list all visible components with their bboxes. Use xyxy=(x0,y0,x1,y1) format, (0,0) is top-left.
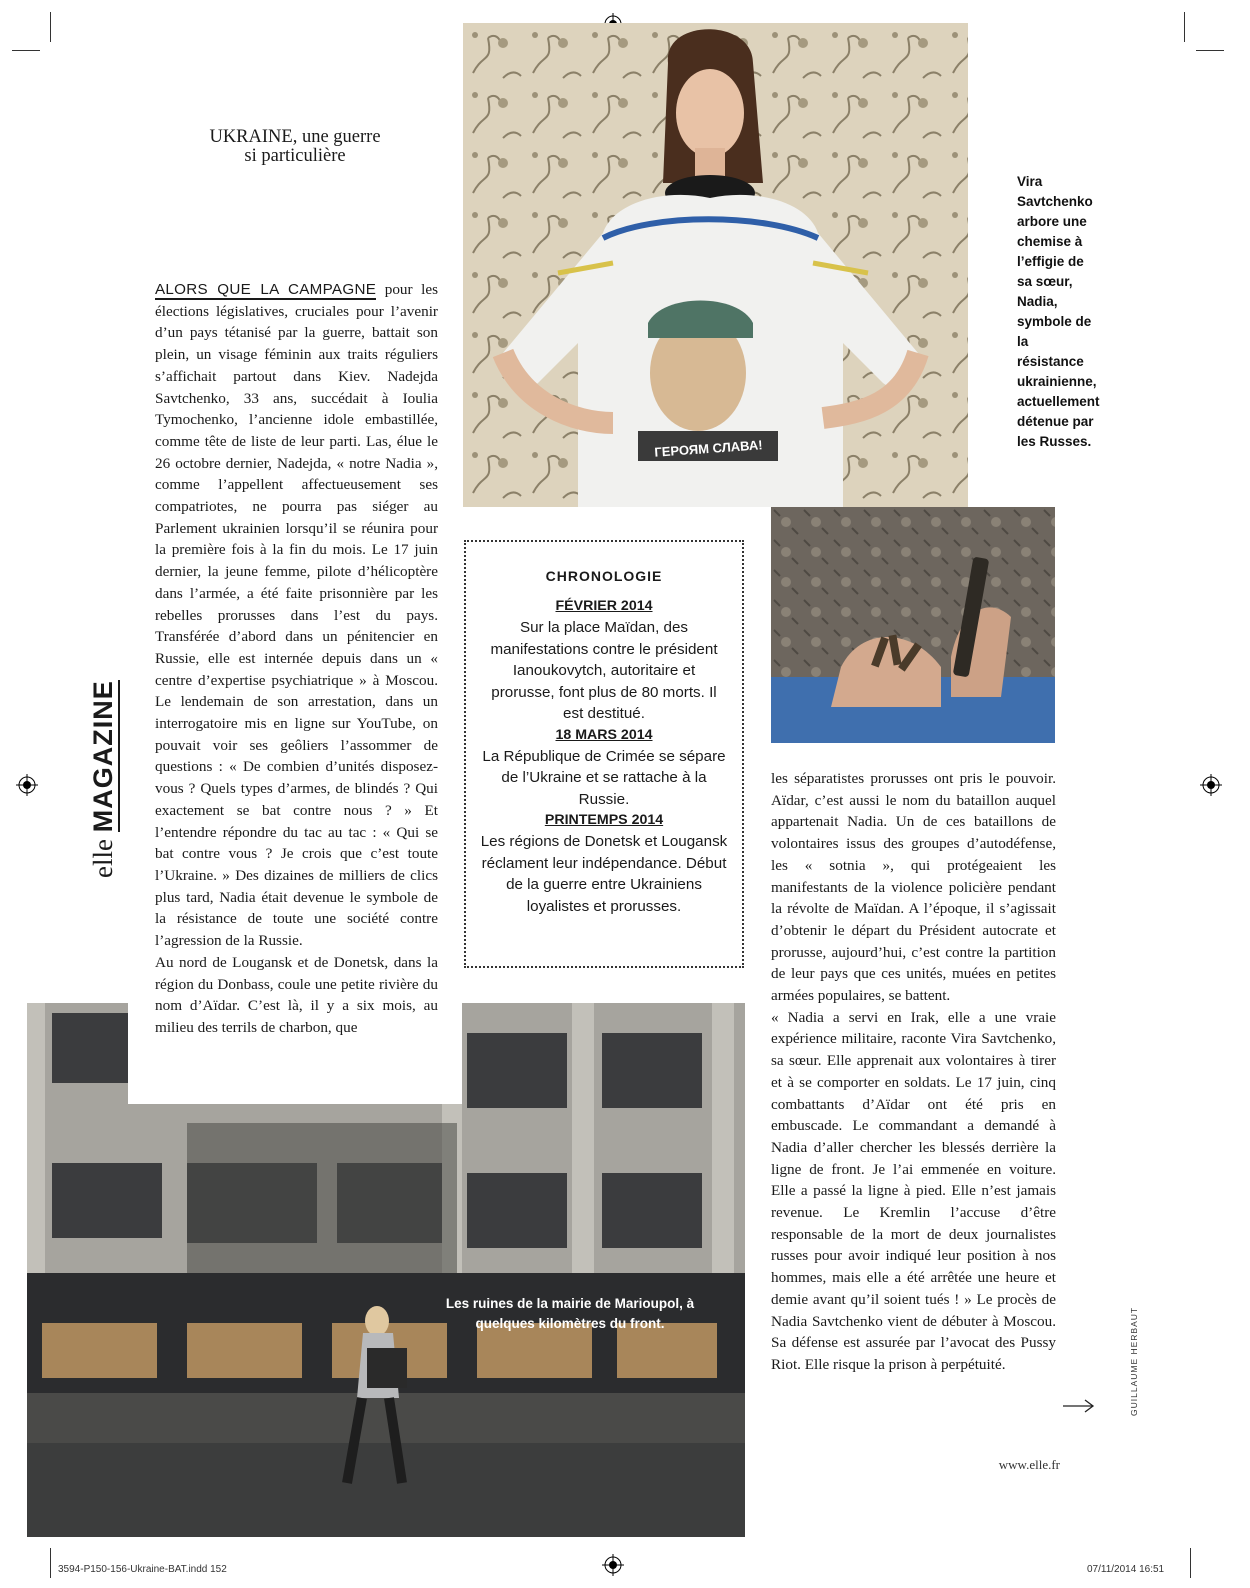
crop-mark xyxy=(1190,1548,1191,1578)
crop-mark xyxy=(1184,12,1185,42)
chronology-entry xyxy=(466,596,742,725)
kicker-line-1: UKRAINE, une guerre xyxy=(209,127,381,147)
print-date: 07/11/2014 16:51 xyxy=(1087,1564,1165,1575)
cartridges-illustration xyxy=(771,507,1055,743)
chronology-heading: CHRONOLOGIE xyxy=(545,568,663,584)
section-brand xyxy=(80,680,130,880)
chronology-text: Les régions de Donetsk et Lougansk réclament leur indépendance. Début de la guerre entre Ukrainiens loyalistes et prorusses. xyxy=(480,833,728,915)
shirt-slogan: ГЕРОЯМ СЛАВА! xyxy=(653,437,764,460)
print-slug: 3594-P150-156-Ukraine-BAT.indd 152 xyxy=(58,1564,227,1575)
portrait-illustration xyxy=(463,23,968,507)
article-paragraph: Au nord de Lougansk et de Donetsk, dans la région du Donbass, coule une petite rivière du nom d’Aïdar. C’est là, il y a six mois, au milieu des terrils de charbon, que xyxy=(155,953,438,1036)
chronology-entry xyxy=(466,810,742,917)
photo-credit-text: GUILLAUME HERBAUT xyxy=(1129,1306,1139,1416)
portrait-caption: Vira Savtchenko arbore une chemise à l’effigie de sa sœur, Nadia, symbole de la résistance ukrainienne, actuellement détenue par les Russes. xyxy=(1017,174,1100,449)
registration-mark-icon xyxy=(16,774,38,796)
street-caption: Les ruines de la mairie de Marioupol, à quelques kilomètres du front. xyxy=(445,1296,695,1331)
chronology-text: La République de Crimée se sépare de l’Ukraine et se rattache à la Russie. xyxy=(482,747,726,808)
article-text: pour les élections législatives, cruciales pour l’avenir d’un pays tétanisé par la guerre, battait son plein, un visage féminin aux traits réguliers s’affichait partout dans Kiev. Nadejda Savtchenko, 33 ans, succédait à Ioulia Tymochenko, l’ancienne idole embastillée, comme tête de liste de leur parti. Las, élue le 26 octobre dernier, Nadejda, « notre Nadia », comme l’appellent affectueusement ses compatriotes, ne pourra pas siéger au Parlement ukrainien lorsqu’il se réunira pour la première fois à la fin du mois. Le 17 juin dernier, la jeune femme, pilote d’hélicoptère dans l’armée, a été faite prisonnière par les rebelles prorusses dans l’est du pays. Transférée d’abord dans un pénitencier en Russie, elle est internée depuis dans un « centre d’expertise psychiatrique » à Moscou. Le lendemain de son arrestation, dans un interrogatoire mis en ligne sur YouTube, on pouvait voir ses geôliers l’assommer de questions : « De combien d’unités disposez-vous ? Quels types d’armes, de blindés ? Qui exactement se bat contre nous ? » Et l’entendre répondre du tac au tac : « Qui se bat contre vous ? Je crois que c’est toute l’Ukraine. » Des dizaines de milliers de clics plus tard, Nadia était devenue le symbole de la résistance de toute une société contre l’agression de la Russie. xyxy=(155,281,438,950)
chronology-text: Sur la place Maïdan, des manifestations contre le président Ianoukovytch, autoritaire et prorusse, font plus de 80 morts. Il est destitué. xyxy=(490,619,718,722)
registration-mark-icon xyxy=(1200,774,1222,796)
photo-credit xyxy=(1125,1306,1145,1418)
article-paragraph: « Nadia a servi en Irak, elle a une vraie expérience militaire, raconte Vira Savtchenko, sa sœur. Elle apprenait aux volontaires à tirer et à se comporter en soldats. Le 17 juin, cinq combattants d’Aïdar ont été pris en embuscade. Le commandant a demandé à Nadia d’aller chercher les blessés derrière la ligne de front. Je l’ai emmenée en voiture. Elle a passé la ligne à pied. Elle n’est jamais revenue. Le Kremlin l’accuse d’être responsable de la mort de deux journalistes russes pour avoir indiqué leur position à nos hommes, mais elle a été arrêtée une heure et demie avant qu’il soient tués ! » Le procès de Nadia Savtchenko vient de débuter à Moscou. Sa défense est assurée par l’avocat des Pussy Riot. Elle risque la prison à perpétuité. xyxy=(771,1008,1056,1373)
crop-mark xyxy=(12,50,40,51)
chronology-entry xyxy=(466,725,742,811)
chronology-date: 18 MARS 2014 xyxy=(555,726,653,743)
article-paragraph: les séparatistes prorusses ont pris le pouvoir. Aïdar, c’est aussi le nom du bataillon auquel appartenait Nadia. Un de ces bataillons de volontaires issus des groupes d’autodéfense, les « sotnia », qui protégeaient les manifestants de la violence policière pendant la révolte de Maïdan. A l’époque, il s’agissait d’obtenir le départ du Président autocrate et prorusse, aujourd’hui, c’est contre la partition de leur pays que ces unités, muées en petites armées populaires, se battent. xyxy=(771,770,1056,1005)
brand-prefix: elle xyxy=(88,839,118,878)
article-paragraph xyxy=(155,279,438,952)
cartridges-photo xyxy=(771,507,1055,743)
article-kicker xyxy=(170,128,420,166)
article-lede: ALORS QUE LA CAMPAGNE xyxy=(155,281,377,298)
article-left-column xyxy=(155,279,438,1039)
crop-mark xyxy=(50,1548,51,1578)
chronology-date: FÉVRIER 2014 xyxy=(555,598,653,614)
registration-mark-icon xyxy=(602,1554,624,1576)
crop-mark xyxy=(1196,50,1224,51)
website-link[interactable]: www.elle.fr xyxy=(998,1457,1060,1472)
chronology-date: PRINTEMPS 2014 xyxy=(544,812,664,828)
brand-section: MAGAZINE xyxy=(88,680,118,833)
article-right-column xyxy=(771,768,1056,1376)
chronology-box xyxy=(464,540,744,968)
portrait-photo xyxy=(463,23,968,507)
crop-mark xyxy=(50,12,51,42)
continue-arrow-icon xyxy=(1063,1398,1095,1414)
kicker-line-2: si particulière xyxy=(244,146,346,166)
